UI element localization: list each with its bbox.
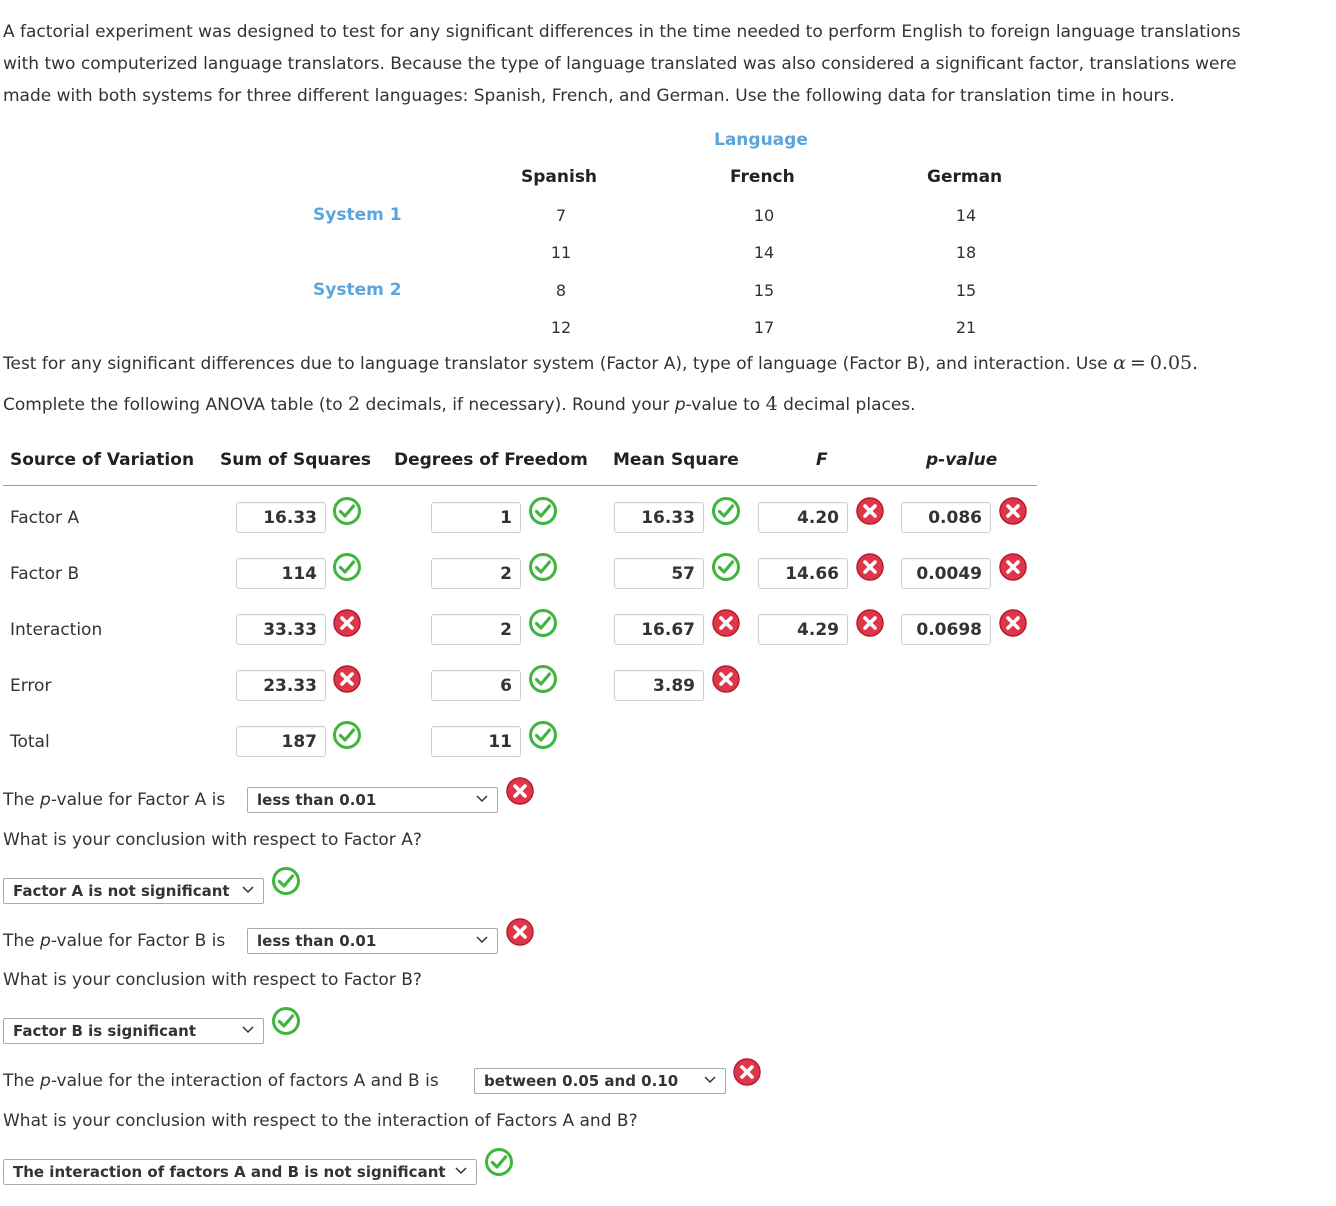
language-header: Language — [714, 130, 808, 150]
chevron-down-icon — [241, 882, 255, 896]
check-icon — [271, 1006, 301, 1036]
complete-text-c: -value to — [685, 395, 761, 415]
check-icon — [528, 496, 558, 526]
select-value: Factor A is not significant — [13, 882, 230, 900]
p-italic: p — [40, 931, 51, 951]
cross-icon — [505, 776, 535, 806]
data-cell: 17 — [753, 318, 775, 337]
data-cell: 14 — [955, 206, 977, 225]
chevron-down-icon — [703, 1072, 717, 1086]
anova-header-df: Degrees of Freedom — [394, 450, 588, 470]
alpha-symbol: α — [1113, 352, 1126, 374]
df-input-interaction[interactable]: 2 — [431, 614, 521, 645]
ms-input-factor-a[interactable]: 16.33 — [614, 502, 704, 533]
alpha-value: 0.05 — [1149, 352, 1193, 374]
data-cell: 11 — [550, 243, 572, 262]
check-icon — [332, 496, 362, 526]
f-input-factor-b[interactable]: 14.66 — [758, 558, 848, 589]
data-cell: 10 — [753, 206, 775, 225]
row-label-error: Error — [10, 676, 52, 696]
check-icon — [711, 552, 741, 582]
select-value: less than 0.01 — [257, 932, 377, 950]
row-system-2: System 2 — [313, 280, 402, 300]
cross-icon — [711, 664, 741, 694]
check-icon — [528, 664, 558, 694]
ms-input-error[interactable]: 3.89 — [614, 670, 704, 701]
p-italic: p — [674, 395, 686, 415]
ss-input-error[interactable]: 23.33 — [236, 670, 326, 701]
col-french: French — [730, 167, 795, 187]
ms-input-factor-b[interactable]: 57 — [614, 558, 704, 589]
df-input-total[interactable]: 11 — [431, 726, 521, 757]
pvalue-interaction-prompt — [3, 1071, 439, 1091]
equals-sign: = — [1129, 352, 1146, 374]
check-icon — [528, 720, 558, 750]
pvalue-b-prompt — [3, 931, 225, 951]
f-input-factor-a[interactable]: 4.20 — [758, 502, 848, 533]
test-text: Test for any significant differences due to language translator system (Factor A), type of language (Factor B), and interaction. Use — [3, 354, 1108, 374]
anova-header-ms: Mean Square — [613, 450, 739, 470]
p-input-factor-b[interactable]: 0.0049 — [901, 558, 991, 589]
check-icon — [484, 1147, 514, 1177]
data-cell: 14 — [753, 243, 775, 262]
cross-icon — [855, 608, 885, 638]
prompt-text: -value for Factor B is — [50, 931, 226, 951]
anova-header-ss: Sum of Squares — [220, 450, 371, 470]
conclusion-a-question: What is your conclusion with respect to Factor A? — [3, 830, 422, 850]
complete-text-d: decimal places. — [783, 395, 916, 415]
cross-icon — [505, 917, 535, 947]
cross-icon — [732, 1057, 762, 1087]
ss-input-interaction[interactable]: 33.33 — [236, 614, 326, 645]
places-number: 4 — [765, 393, 778, 415]
select-value: between 0.05 and 0.10 — [484, 1072, 679, 1090]
p-italic: p — [40, 1071, 51, 1091]
cross-icon — [855, 552, 885, 582]
test-instruction — [3, 347, 1198, 380]
prompt-text: The — [3, 1071, 35, 1091]
row-label-total: Total — [10, 732, 50, 752]
chevron-down-icon — [241, 1022, 255, 1036]
intro-line-2: with two computerized language translators. Because the type of language translated was also considered a significant factor, translations were — [3, 54, 1237, 74]
chevron-down-icon — [475, 791, 489, 805]
complete-instruction — [3, 388, 916, 421]
decimals-number: 2 — [348, 393, 361, 415]
pvalue-a-select[interactable] — [247, 787, 498, 813]
prompt-text: -value for the interaction of factors A and B is — [50, 1071, 439, 1091]
row-label-interaction: Interaction — [10, 620, 103, 640]
cross-icon — [998, 496, 1028, 526]
cross-icon — [711, 608, 741, 638]
anova-header-f: F — [816, 450, 828, 470]
check-icon — [528, 608, 558, 638]
data-cell: 15 — [753, 281, 775, 300]
anova-header-p: p-value — [926, 450, 998, 470]
conclusion-a-select[interactable] — [3, 878, 264, 904]
p-input-factor-a[interactable]: 0.086 — [901, 502, 991, 533]
header-divider — [3, 485, 1037, 486]
prompt-text: The — [3, 790, 35, 810]
conclusion-interaction-select[interactable] — [3, 1159, 477, 1185]
cross-icon — [332, 608, 362, 638]
data-cell: 12 — [550, 318, 572, 337]
ss-input-factor-b[interactable]: 114 — [236, 558, 326, 589]
period: . — [1192, 352, 1199, 374]
check-icon — [332, 552, 362, 582]
intro-line-3: made with both systems for three different languages: Spanish, French, and German. Use the following data for translation time in hours. — [3, 86, 1175, 106]
data-cell: 8 — [555, 281, 567, 300]
conclusion-interaction-question: What is your conclusion with respect to the interaction of Factors A and B? — [3, 1111, 638, 1131]
cross-icon — [855, 496, 885, 526]
pvalue-interaction-select[interactable] — [474, 1068, 726, 1094]
conclusion-b-question: What is your conclusion with respect to Factor B? — [3, 970, 422, 990]
check-icon — [332, 720, 362, 750]
df-input-error[interactable]: 6 — [431, 670, 521, 701]
ms-input-interaction[interactable]: 16.67 — [614, 614, 704, 645]
row-label-factor-b: Factor B — [10, 564, 80, 584]
complete-text-a: Complete the following ANOVA table (to — [3, 395, 343, 415]
chevron-down-icon — [475, 932, 489, 946]
check-icon — [711, 496, 741, 526]
p-input-interaction[interactable]: 0.0698 — [901, 614, 991, 645]
select-value: Factor B is significant — [13, 1022, 197, 1040]
select-value: less than 0.01 — [257, 791, 377, 809]
ss-input-total[interactable]: 187 — [236, 726, 326, 757]
data-cell: 21 — [955, 318, 977, 337]
check-icon — [271, 866, 301, 896]
row-system-1: System 1 — [313, 205, 402, 225]
pvalue-b-select[interactable] — [247, 928, 498, 954]
data-cell: 18 — [955, 243, 977, 262]
cross-icon — [998, 552, 1028, 582]
data-cell: 15 — [955, 281, 977, 300]
p-italic: p — [40, 790, 51, 810]
anova-header-source: Source of Variation — [10, 450, 195, 470]
chevron-down-icon — [454, 1163, 468, 1177]
intro-line-1: A factorial experiment was designed to test for any significant differences in the time needed to perform English to foreign language translations — [3, 22, 1241, 42]
ss-input-factor-a[interactable]: 16.33 — [236, 502, 326, 533]
data-cell: 7 — [555, 206, 567, 225]
prompt-text: -value for Factor A is — [50, 790, 226, 810]
col-german: German — [927, 167, 1003, 187]
df-input-factor-b[interactable]: 2 — [431, 558, 521, 589]
complete-text-b: decimals, if necessary). Round your — [365, 395, 670, 415]
check-icon — [528, 552, 558, 582]
f-input-interaction[interactable]: 4.29 — [758, 614, 848, 645]
conclusion-b-select[interactable] — [3, 1018, 264, 1044]
df-input-factor-a[interactable]: 1 — [431, 502, 521, 533]
row-label-factor-a: Factor A — [10, 508, 80, 528]
cross-icon — [332, 664, 362, 694]
select-value: The interaction of factors A and B is not significant — [13, 1163, 446, 1181]
cross-icon — [998, 608, 1028, 638]
prompt-text: The — [3, 931, 35, 951]
col-spanish: Spanish — [521, 167, 598, 187]
pvalue-a-prompt — [3, 790, 225, 810]
